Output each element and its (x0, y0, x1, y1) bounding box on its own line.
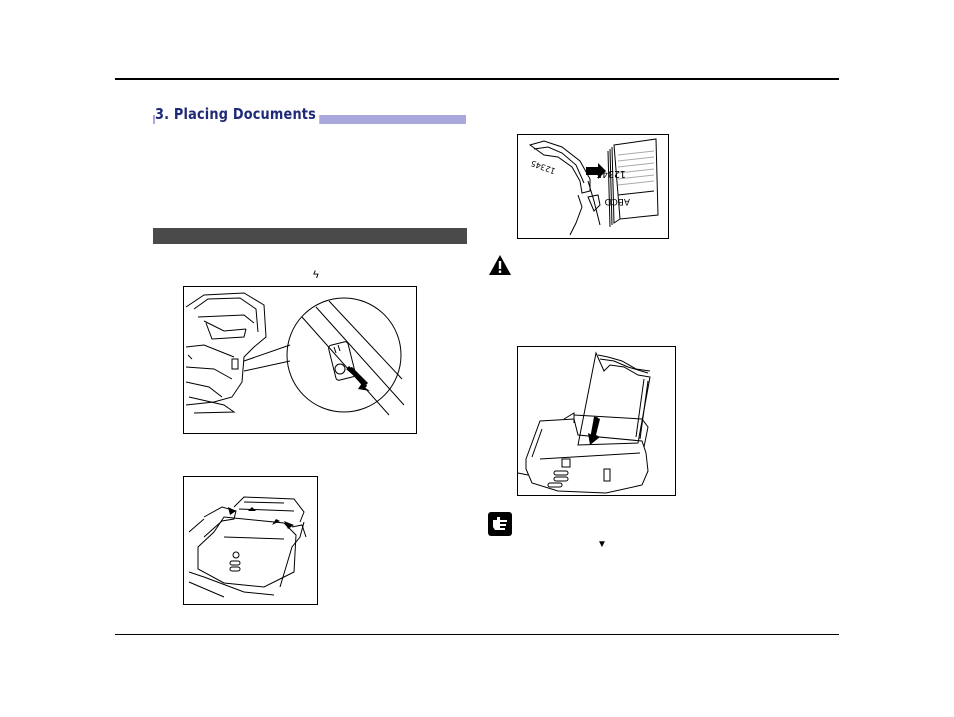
section-heading (153, 104, 466, 125)
figure-fan-documents (517, 134, 669, 239)
fan-documents-illustration (518, 135, 668, 238)
paper-number-label: 12345 (529, 158, 557, 176)
subheading-bar (153, 228, 467, 244)
figure-adjust-guides (183, 476, 318, 605)
section-title: 3. Placing Documents (155, 104, 319, 124)
lock-symbol-icon: ϟ (313, 269, 319, 281)
stack-number-label: 12345 (595, 168, 626, 179)
figure-feed-lock-switch (183, 286, 417, 434)
top-rule (115, 78, 839, 80)
figure-load-documents (517, 346, 676, 496)
adjust-guides-illustration (184, 477, 317, 604)
stack-letters-label: ABCD (604, 196, 630, 206)
feed-lock-switch-illustration (184, 287, 416, 433)
down-triangle-icon: ▼ (597, 539, 607, 550)
load-documents-illustration (518, 347, 675, 495)
caution-icon (488, 254, 512, 276)
note-icon (488, 512, 512, 536)
bottom-rule (115, 634, 839, 635)
